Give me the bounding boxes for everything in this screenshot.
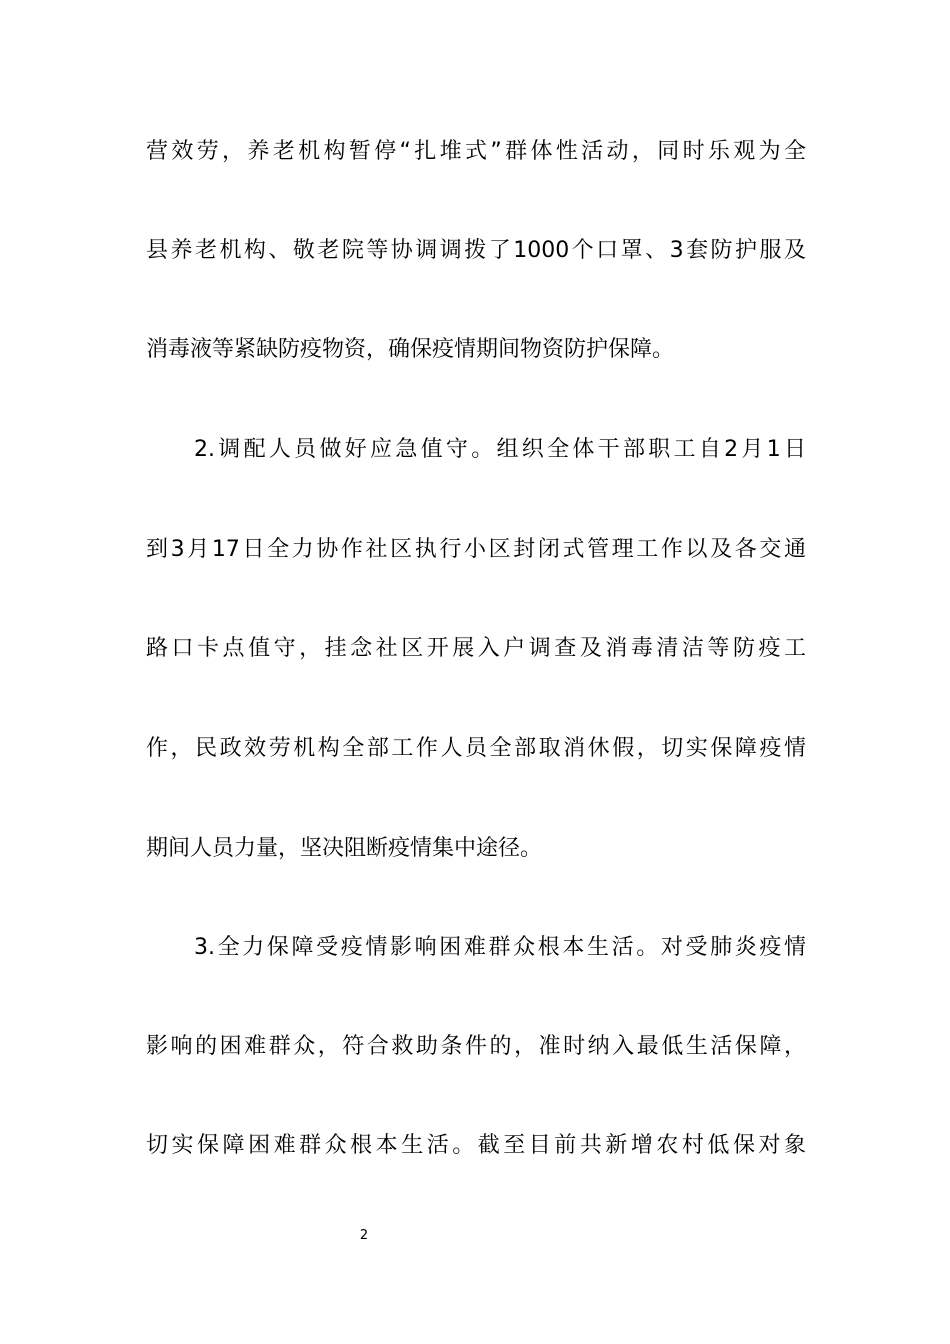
text-line: 消毒液等紧缺防疫物资，确保疫情期间物资防护保障。 [146,337,675,362]
text-line: 2.调配人员做好应急值守。组织全体干部职工自2月1日 [194,437,806,462]
text-line: 期间人员力量，坚决阻断疫情集中途径。 [146,836,543,861]
text-line: 营效劳，养老机构暂停“扎堆式”群体性活动，同时乐观为全 [146,139,806,164]
text-line: 到3月17日全力协作社区执行小区封闭式管理工作以及各交通 [146,537,806,562]
page-number: 2 [359,1228,369,1243]
text-line: 切实保障困难群众根本生活。截至目前共新增农村低保对象 [146,1133,806,1158]
text-line: 作，民政效劳机构全部工作人员全部取消休假，切实保障疫情 [146,736,806,761]
text-line: 影响的困难群众，符合救助条件的，准时纳入最低生活保障， [146,1034,806,1059]
text-line: 路口卡点值守，挂念社区开展入户调查及消毒清洁等防疫工 [146,636,806,661]
text-line: 县养老机构、敬老院等协调调拨了1000个口罩、3套防护服及 [146,238,806,263]
text-line: 3.全力保障受疫情影响困难群众根本生活。对受肺炎疫情 [194,935,806,960]
